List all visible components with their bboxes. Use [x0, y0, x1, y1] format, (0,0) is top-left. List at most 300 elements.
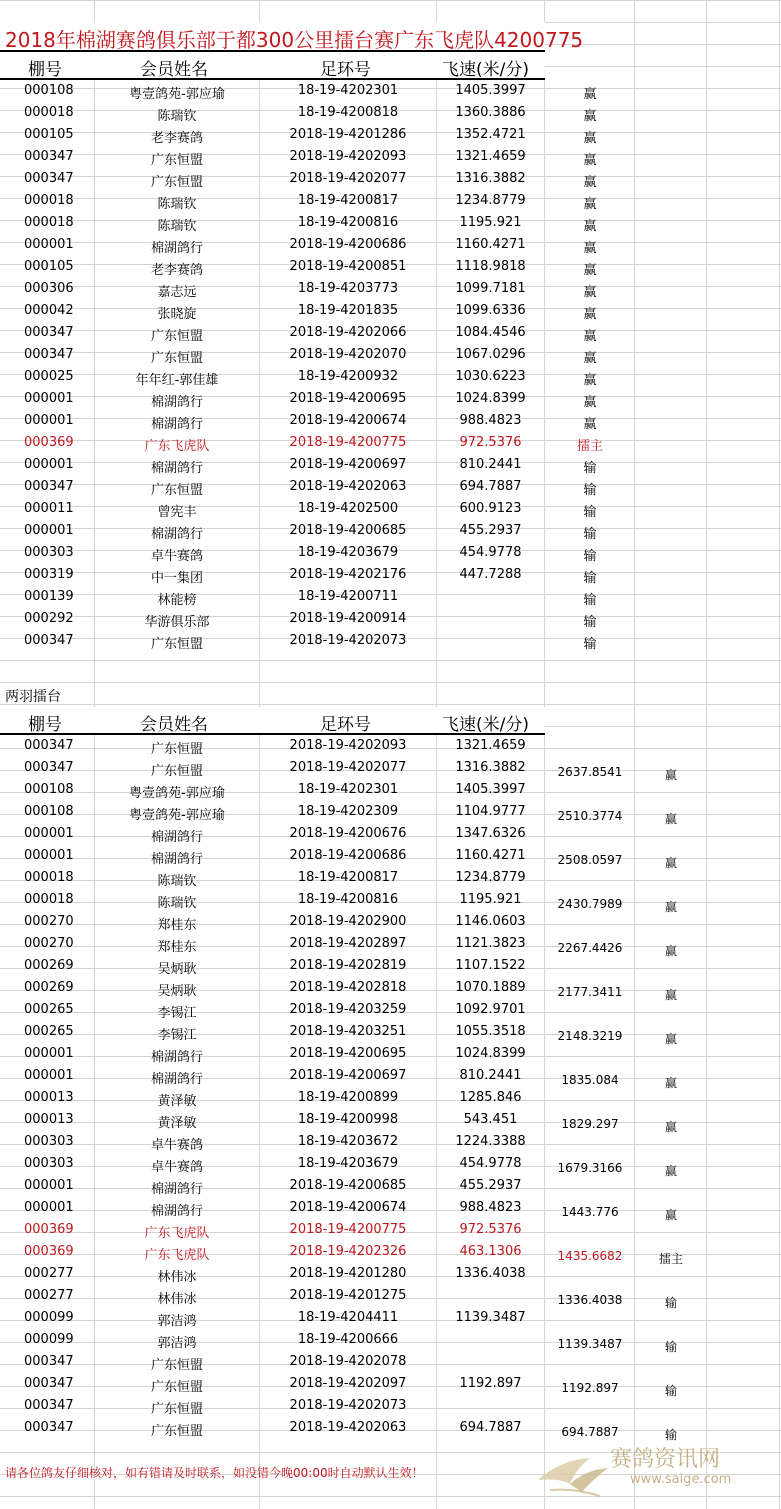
name-cell: 陈瑞钦: [157, 219, 197, 234]
table-row: [0, 344, 781, 366]
loft-cell: 000303: [24, 1134, 74, 1149]
ring-cell: 18-19-4204411: [297, 1310, 399, 1325]
name-cell: 粤壹鸽苑-郭应瑜: [129, 786, 225, 801]
ring-cell: 2018-19-4201275: [289, 1288, 407, 1303]
ring-cell: 2018-19-4200695: [289, 391, 407, 406]
speed-cell: 1099.6336: [455, 303, 526, 318]
loft-cell: 000369: [24, 1244, 74, 1259]
name-cell: 卓牛赛鸽: [150, 549, 203, 564]
pair-result-cell: 赢: [664, 812, 677, 826]
ring-cell: 2018-19-4200674: [289, 1200, 407, 1215]
speed-cell: 1347.6326: [455, 826, 526, 841]
ring-cell: 2018-19-4200676: [289, 826, 407, 841]
table-row: [0, 234, 781, 256]
table-row: [0, 454, 781, 476]
ring-cell: 18-19-4203672: [297, 1134, 399, 1149]
name-cell: 陈瑞钦: [157, 109, 197, 124]
name-cell: 吴炳耿: [157, 962, 197, 977]
header-ring: 足环号: [320, 60, 371, 80]
name-cell: 广东飞虎队: [144, 1226, 210, 1241]
loft-cell: 000099: [24, 1332, 74, 1347]
ring-cell: 18-19-4200711: [297, 589, 399, 604]
speed-cell: 1192.897: [459, 1376, 522, 1391]
table-row: [0, 146, 781, 168]
pair-total-cell: 1139.3487: [557, 1337, 623, 1351]
header-name: 会员姓名: [140, 60, 208, 80]
table-row: [0, 608, 781, 630]
loft-cell: 000269: [24, 980, 74, 995]
pair-result-cell: 输: [664, 1428, 677, 1442]
ring-cell: 2018-19-4202063: [289, 479, 407, 494]
ring-cell: 18-19-4202301: [297, 782, 399, 797]
footer-note: 请各位鸽友仔细核对，如有错请及时联系，如没错今晚00:00时自动默认生效！: [5, 1466, 424, 1480]
result-cell: 赢: [583, 417, 597, 432]
name-cell: 卓牛赛鸽: [150, 1138, 203, 1153]
loft-cell: 000001: [24, 1068, 74, 1083]
speed-cell: 1160.4271: [455, 237, 526, 252]
speed-cell: 543.451: [463, 1112, 518, 1127]
ring-cell: 2018-19-4202077: [289, 171, 407, 186]
table-row: [0, 630, 781, 652]
loft-cell: 000369: [24, 435, 74, 450]
name-cell: 华游俱乐部: [144, 615, 210, 630]
pigeon-logo-icon: [530, 1440, 610, 1498]
name-cell: 棉湖鸽行: [150, 241, 203, 256]
speed-cell: 972.5376: [459, 1222, 522, 1237]
result-cell: 输: [583, 593, 597, 608]
watermark-title: 赛鸽资讯网: [610, 1447, 721, 1472]
name-cell: 广东恒盟: [150, 329, 203, 344]
loft-cell: 000270: [24, 914, 74, 929]
header-speed: 飞速(米/分): [442, 60, 529, 80]
name-cell: 棉湖鸽行: [150, 527, 203, 542]
result-cell: 输: [583, 571, 597, 586]
name-cell: 棉湖鸽行: [150, 417, 203, 432]
name-cell: 棉湖鸽行: [150, 1182, 203, 1197]
page-title: 2018年棉湖赛鸽俱乐部于都300公里擂台赛广东飞虎队4200775: [5, 28, 584, 52]
result-cell: 赢: [583, 131, 597, 146]
section2-label: 两羽擂台: [5, 689, 61, 705]
ring-cell: 2018-19-4202818: [289, 980, 407, 995]
table-header-1: [0, 52, 545, 80]
name-cell: 张晓旋: [157, 307, 197, 322]
pair-total-cell: 2508.0597: [557, 853, 623, 867]
loft-cell: 000042: [24, 303, 74, 318]
result-cell: 输: [583, 615, 597, 630]
name-cell: 黄泽敏: [157, 1094, 197, 1109]
loft-cell: 000018: [24, 215, 74, 230]
loft-cell: 000347: [24, 633, 74, 648]
ring-cell: 2018-19-4200686: [289, 237, 407, 252]
loft-cell: 000018: [24, 870, 74, 885]
grid-row-line: [0, 0, 781, 1]
result-cell: 输: [583, 527, 597, 542]
loft-cell: 000303: [24, 545, 74, 560]
loft-cell: 000347: [24, 738, 74, 753]
pair-result-cell: 输: [664, 1296, 677, 1310]
result-cell: 输: [583, 461, 597, 476]
table-row: [0, 190, 781, 212]
name-cell: 棉湖鸽行: [150, 1072, 203, 1087]
name-cell: 棉湖鸽行: [150, 1204, 203, 1219]
speed-cell: 1405.3997: [455, 83, 526, 98]
pair-total-cell: 1679.3166: [557, 1161, 623, 1175]
pair-total-cell: 1336.4038: [557, 1293, 623, 1307]
speed-cell: 810.2441: [459, 1068, 522, 1083]
speed-cell: 988.4823: [459, 1200, 522, 1215]
loft-cell: 000270: [24, 936, 74, 951]
result-cell: 赢: [583, 263, 597, 278]
result-cell: 赢: [583, 87, 597, 102]
loft-cell: 000347: [24, 1420, 74, 1435]
table-row: [0, 300, 781, 322]
grid-row-line: [0, 660, 781, 661]
ring-cell: 18-19-4202309: [297, 804, 399, 819]
loft-cell: 000001: [24, 457, 74, 472]
result-cell: 赢: [583, 219, 597, 234]
speed-cell: 694.7887: [459, 1420, 522, 1435]
ring-cell: 18-19-4201835: [297, 303, 399, 318]
pair-total-cell: 2177.3411: [557, 985, 623, 999]
ring-cell: 2018-19-4202326: [289, 1244, 407, 1259]
loft-cell: 000277: [24, 1288, 74, 1303]
name-cell: 老李赛鸽: [150, 263, 203, 278]
speed-cell: 1104.9777: [455, 804, 526, 819]
title-row: [0, 22, 584, 52]
name-cell: 曾宪丰: [157, 505, 197, 520]
ring-cell: 2018-19-4200775: [289, 1222, 407, 1237]
header-ring: 足环号: [320, 715, 371, 735]
speed-cell: 463.1306: [459, 1244, 522, 1259]
ring-cell: 2018-19-4200686: [289, 848, 407, 863]
name-cell: 陈瑞钦: [157, 874, 197, 889]
ring-cell: 2018-19-4200685: [289, 523, 407, 538]
table-row: [0, 256, 781, 278]
speed-cell: 1084.4546: [455, 325, 526, 340]
name-cell: 广东恒盟: [150, 175, 203, 190]
speed-cell: 1224.3388: [455, 1134, 526, 1149]
speed-cell: 1195.921: [459, 215, 522, 230]
ring-cell: 18-19-4200998: [297, 1112, 399, 1127]
name-cell: 吴炳耿: [157, 984, 197, 999]
result-cell: 赢: [583, 285, 597, 300]
result-cell: 赢: [583, 329, 597, 344]
pair-total-cell: 1829.297: [561, 1117, 619, 1131]
ring-cell: 2018-19-4202073: [289, 633, 407, 648]
ring-cell: 2018-19-4202897: [289, 936, 407, 951]
speed-cell: 1055.3518: [455, 1024, 526, 1039]
loft-cell: 000347: [24, 479, 74, 494]
pair-total-cell: 2267.4426: [557, 941, 623, 955]
name-cell: 广东恒盟: [150, 742, 203, 757]
name-cell: 广东恒盟: [150, 483, 203, 498]
name-cell: 粤壹鸽苑-郭应瑜: [129, 87, 225, 102]
pair-total-cell: 1835.084: [561, 1073, 619, 1087]
name-cell: 陈瑞钦: [157, 197, 197, 212]
loft-cell: 000347: [24, 1398, 74, 1413]
ring-cell: 2018-19-4200695: [289, 1046, 407, 1061]
loft-cell: 000001: [24, 848, 74, 863]
loft-cell: 000013: [24, 1112, 74, 1127]
speed-cell: 1107.1522: [455, 958, 526, 973]
loft-cell: 000001: [24, 413, 74, 428]
speed-cell: 600.9123: [459, 501, 522, 516]
name-cell: 广东飞虎队: [144, 439, 210, 454]
result-cell: 赢: [583, 241, 597, 256]
name-cell: 卓牛赛鸽: [150, 1160, 203, 1175]
ring-cell: 18-19-4200932: [297, 369, 399, 384]
loft-cell: 000108: [24, 804, 74, 819]
pair-total-cell: 2430.7989: [557, 897, 623, 911]
pair-total-cell: 1435.6682: [557, 1249, 623, 1263]
table-row: [0, 476, 781, 498]
ring-cell: 2018-19-4202066: [289, 325, 407, 340]
ring-cell: 2018-19-4202077: [289, 760, 407, 775]
pair-total-cell: 694.7887: [561, 1425, 619, 1439]
name-cell: 郑桂东: [157, 940, 197, 955]
ring-cell: 18-19-4203679: [297, 1156, 399, 1171]
name-cell: 广东飞虎队: [144, 1248, 210, 1263]
ring-cell: 2018-19-4200674: [289, 413, 407, 428]
name-cell: 棉湖鸽行: [150, 461, 203, 476]
pair-result-cell: 赢: [664, 768, 677, 782]
ring-cell: 18-19-4200816: [297, 892, 399, 907]
loft-cell: 000265: [24, 1024, 74, 1039]
loft-cell: 000303: [24, 1156, 74, 1171]
ring-cell: 18-19-4200818: [297, 105, 399, 120]
name-cell: 林能榜: [157, 593, 197, 608]
speed-cell: 1316.3882: [455, 171, 526, 186]
result-cell: 赢: [583, 153, 597, 168]
name-cell: 粤壹鸽苑-郭应瑜: [129, 808, 225, 823]
watermark: [530, 1440, 770, 1500]
speed-cell: 455.2937: [459, 523, 522, 538]
table-row: [0, 735, 781, 757]
loft-cell: 000105: [24, 259, 74, 274]
pair-result-cell: 赢: [664, 1208, 677, 1222]
loft-cell: 000347: [24, 149, 74, 164]
speed-cell: 1139.3487: [455, 1310, 526, 1325]
result-cell: 赢: [583, 197, 597, 212]
pair-result-cell: 赢: [664, 944, 677, 958]
loft-cell: 000001: [24, 523, 74, 538]
ring-cell: 2018-19-4202097: [289, 1376, 407, 1391]
loft-cell: 000269: [24, 958, 74, 973]
name-cell: 郭洁鸿: [157, 1336, 197, 1351]
ring-cell: 18-19-4202301: [297, 83, 399, 98]
speed-cell: 1352.4721: [455, 127, 526, 142]
name-cell: 嘉志远: [157, 285, 197, 300]
pair-result-cell: 赢: [664, 1164, 677, 1178]
loft-cell: 000277: [24, 1266, 74, 1281]
name-cell: 棉湖鸽行: [150, 1050, 203, 1065]
loft-cell: 000011: [24, 501, 74, 516]
speed-cell: 972.5376: [459, 435, 522, 450]
loft-cell: 000001: [24, 237, 74, 252]
name-cell: 林伟冰: [157, 1292, 197, 1307]
result-cell: 输: [583, 483, 597, 498]
name-cell: 年年红-郭佳雄: [135, 373, 219, 388]
name-cell: 棉湖鸽行: [150, 395, 203, 410]
ring-cell: 18-19-4200817: [297, 870, 399, 885]
speed-cell: 694.7887: [459, 479, 522, 494]
ring-cell: 2018-19-4200775: [289, 435, 407, 450]
loft-cell: 000369: [24, 1222, 74, 1237]
speed-cell: 1121.3823: [455, 936, 526, 951]
loft-cell: 000108: [24, 782, 74, 797]
ring-cell: 2018-19-4202819: [289, 958, 407, 973]
speed-cell: 447.7288: [459, 567, 522, 582]
table-row: [0, 366, 781, 388]
ring-cell: 18-19-4200816: [297, 215, 399, 230]
table-row: [0, 586, 781, 608]
speed-cell: 1360.3886: [455, 105, 526, 120]
loft-cell: 000105: [24, 127, 74, 142]
name-cell: 李锡江: [157, 1028, 197, 1043]
ring-cell: 2018-19-4200685: [289, 1178, 407, 1193]
watermark-url: www.saige.com: [630, 1472, 732, 1487]
table-row: [0, 124, 781, 146]
loft-cell: 000347: [24, 325, 74, 340]
name-cell: 棉湖鸽行: [150, 852, 203, 867]
loft-cell: 000319: [24, 567, 74, 582]
loft-cell: 000347: [24, 760, 74, 775]
ring-cell: 2018-19-4202078: [289, 1354, 407, 1369]
ring-cell: 18-19-4200817: [297, 193, 399, 208]
grid-row-line: [0, 704, 781, 705]
name-cell: 郭洁鸿: [157, 1314, 197, 1329]
name-cell: 广东恒盟: [150, 1424, 203, 1439]
loft-cell: 000001: [24, 391, 74, 406]
speed-cell: 454.9778: [459, 1156, 522, 1171]
table-row: [0, 322, 781, 344]
ring-cell: 2018-19-4202063: [289, 1420, 407, 1435]
speed-cell: 1321.4659: [455, 149, 526, 164]
table-row: [0, 520, 781, 542]
speed-cell: 810.2441: [459, 457, 522, 472]
pair-total-cell: 2148.3219: [557, 1029, 623, 1043]
loft-cell: 000018: [24, 193, 74, 208]
speed-cell: 988.4823: [459, 413, 522, 428]
ring-cell: 2018-19-4200697: [289, 457, 407, 472]
speed-cell: 1234.8779: [455, 870, 526, 885]
table-row: [0, 410, 781, 432]
speed-cell: 455.2937: [459, 1178, 522, 1193]
table-header-2: [0, 707, 545, 735]
ring-cell: 2018-19-4201286: [289, 127, 407, 142]
ring-cell: 2018-19-4203251: [289, 1024, 407, 1039]
speed-cell: 1099.7181: [455, 281, 526, 296]
ring-cell: 2018-19-4202093: [289, 738, 407, 753]
loft-cell: 000001: [24, 1200, 74, 1215]
table-row: [0, 80, 781, 102]
name-cell: 广东恒盟: [150, 637, 203, 652]
name-cell: 广东恒盟: [150, 153, 203, 168]
name-cell: 广东恒盟: [150, 1380, 203, 1395]
pair-result-cell: 输: [664, 1384, 677, 1398]
pair-result-cell: 赢: [664, 1120, 677, 1134]
loft-cell: 000139: [24, 589, 74, 604]
name-cell: 广东恒盟: [150, 764, 203, 779]
speed-cell: 1030.6223: [455, 369, 526, 384]
header-loft: 棚号: [28, 715, 62, 735]
loft-cell: 000013: [24, 1090, 74, 1105]
speed-cell: 1092.9701: [455, 1002, 526, 1017]
result-cell: 赢: [583, 395, 597, 410]
pair-result-cell: 输: [664, 1340, 677, 1354]
ring-cell: 2018-19-4202070: [289, 347, 407, 362]
table-row: [0, 102, 781, 124]
loft-cell: 000099: [24, 1310, 74, 1325]
result-cell: 赢: [583, 351, 597, 366]
name-cell: 老李赛鸽: [150, 131, 203, 146]
ring-cell: 2018-19-4202073: [289, 1398, 407, 1413]
name-cell: 广东恒盟: [150, 351, 203, 366]
grid-row-line: [0, 682, 781, 683]
pair-result-cell: 赢: [664, 856, 677, 870]
pair-result-cell: 擂主: [658, 1252, 683, 1266]
result-cell: 输: [583, 505, 597, 520]
speed-cell: 1316.3882: [455, 760, 526, 775]
table-row: [0, 432, 781, 454]
result-cell: 输: [583, 637, 597, 652]
pair-result-cell: 赢: [664, 988, 677, 1002]
speed-cell: 454.9778: [459, 545, 522, 560]
ring-cell: 2018-19-4202900: [289, 914, 407, 929]
speed-cell: 1067.0296: [455, 347, 526, 362]
ring-cell: 18-19-4200666: [297, 1332, 399, 1347]
name-cell: 广东恒盟: [150, 1402, 203, 1417]
header-name: 会员姓名: [140, 715, 208, 735]
ring-cell: 2018-19-4202176: [289, 567, 407, 582]
speed-cell: 1285.846: [459, 1090, 522, 1105]
table-row: [0, 542, 781, 564]
pair-result-cell: 赢: [664, 1032, 677, 1046]
ring-cell: 2018-19-4200697: [289, 1068, 407, 1083]
ring-cell: 18-19-4202500: [297, 501, 399, 516]
speed-cell: 1234.8779: [455, 193, 526, 208]
loft-cell: 000347: [24, 1376, 74, 1391]
ring-cell: 2018-19-4201280: [289, 1266, 407, 1281]
name-cell: 郑桂东: [157, 918, 197, 933]
table-row: [0, 168, 781, 190]
speed-cell: 1160.4271: [455, 848, 526, 863]
speed-cell: 1024.8399: [455, 391, 526, 406]
loft-cell: 000025: [24, 369, 74, 384]
ring-cell: 18-19-4203679: [297, 545, 399, 560]
ring-cell: 18-19-4200899: [297, 1090, 399, 1105]
loft-cell: 000347: [24, 347, 74, 362]
name-cell: 陈瑞钦: [157, 896, 197, 911]
ring-cell: 2018-19-4202093: [289, 149, 407, 164]
pair-total-cell: 1192.897: [561, 1381, 619, 1395]
loft-cell: 000265: [24, 1002, 74, 1017]
ring-cell: 2018-19-4200914: [289, 611, 407, 626]
result-cell: 赢: [583, 109, 597, 124]
loft-cell: 000347: [24, 1354, 74, 1369]
speed-cell: 1195.921: [459, 892, 522, 907]
result-cell: 赢: [583, 307, 597, 322]
speed-cell: 1024.8399: [455, 1046, 526, 1061]
speed-cell: 1118.9818: [455, 259, 526, 274]
speed-cell: 1070.1889: [455, 980, 526, 995]
loft-cell: 000347: [24, 171, 74, 186]
loft-cell: 000001: [24, 1178, 74, 1193]
table-row: [0, 212, 781, 234]
loft-cell: 000292: [24, 611, 74, 626]
result-cell: 赢: [583, 373, 597, 388]
name-cell: 中一集团: [150, 571, 203, 586]
